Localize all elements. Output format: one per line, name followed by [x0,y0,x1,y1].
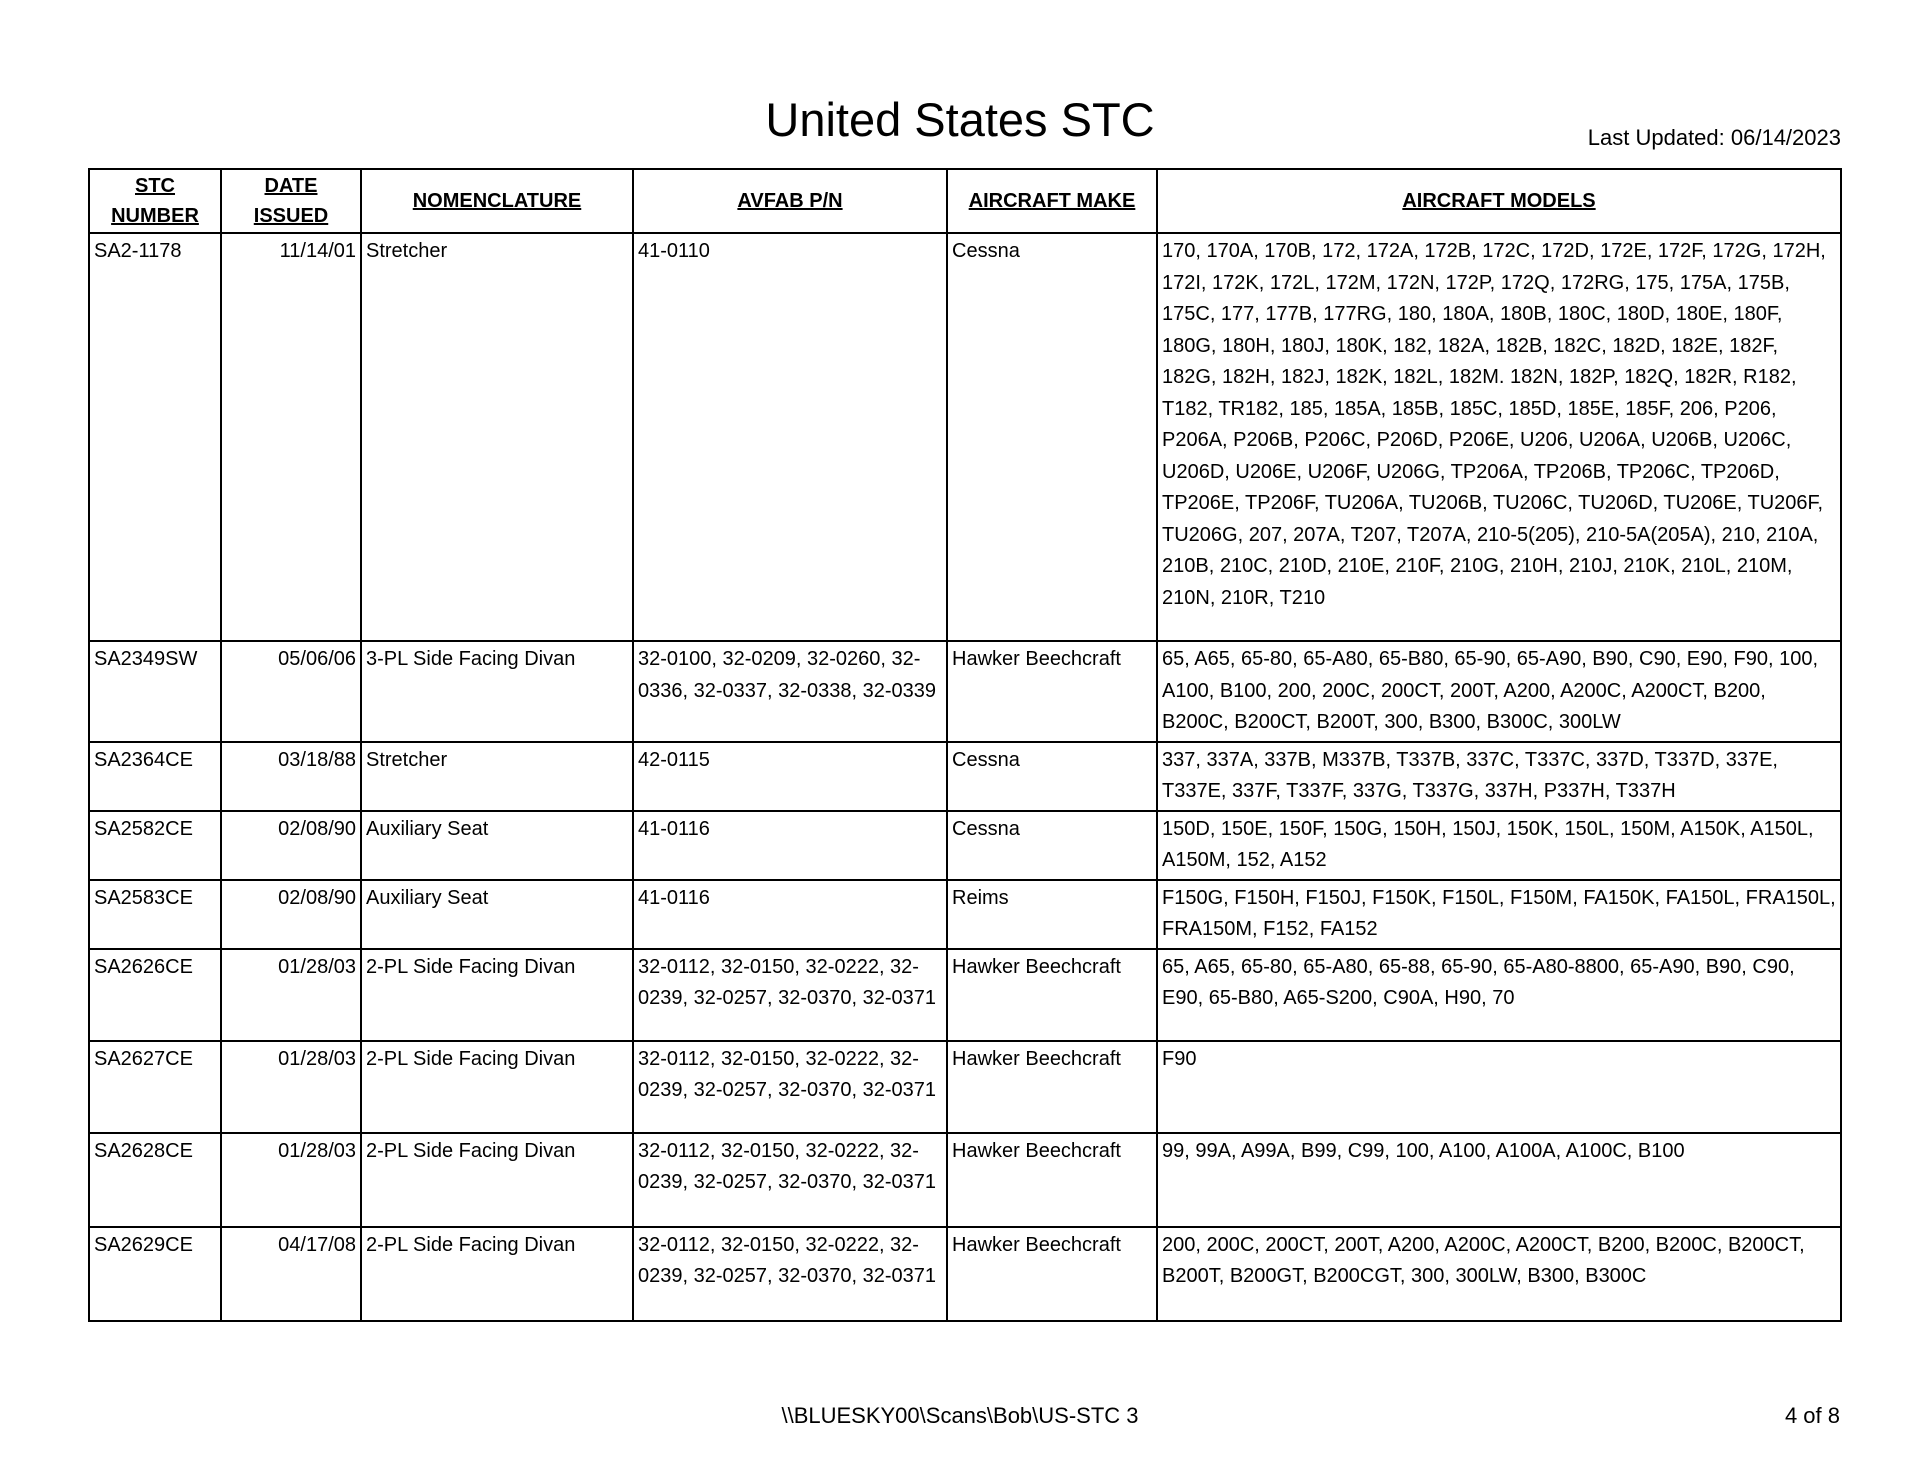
cell-nomenclature: 2-PL Side Facing Divan [361,1227,633,1321]
cell-nomenclature: Auxiliary Seat [361,880,633,949]
cell-nomenclature: Stretcher [361,233,633,641]
table-row [89,949,1841,1041]
table-header-row [89,169,1841,233]
cell-stc-number: SA2628CE [89,1133,221,1227]
cell-aircraft-models: 337, 337A, 337B, M337B, T337B, 337C, T337C, 337D, T337D, 337E, T337E, 337F, T337F, 337G, T337G, 337H, P337H, T337H [1157,742,1841,811]
cell-aircraft-make: Cessna [947,811,1157,880]
cell-avfab-pn: 32-0100, 32-0209, 32-0260, 32-0336, 32-0337, 32-0338, 32-0339 [633,641,947,742]
cell-stc-number: SA2583CE [89,880,221,949]
col-header-aircraft-models: AIRCRAFT MODELS [1157,169,1841,233]
cell-aircraft-models: 150D, 150E, 150F, 150G, 150H, 150J, 150K, 150L, 150M, A150K, A150L, A150M, 152, A152 [1157,811,1841,880]
table-row [89,1133,1841,1227]
last-updated: Last Updated: 06/14/2023 [1587,125,1841,150]
table-row [89,811,1841,880]
cell-avfab-pn: 42-0115 [633,742,947,811]
cell-date-issued: 04/17/08 [221,1227,361,1321]
table-row [89,641,1841,742]
stc-table [88,168,1842,1322]
stc-table-container [88,168,1842,1322]
cell-stc-number: SA2626CE [89,949,221,1041]
cell-aircraft-models: F90 [1157,1041,1841,1133]
cell-date-issued: 11/14/01 [221,233,361,641]
cell-aircraft-models: 170, 170A, 170B, 172, 172A, 172B, 172C, 172D, 172E, 172F, 172G, 172H, 172I, 172K, 172L, 172M, 172N, 172P, 172Q, 172RG, 175, 175A, 175B, 175C, 177, 177B, 177RG, 180, 180A, 180B, 180C, 180D, 180E, 180F, 180G, 180H, 180J, 180K, 182, 182A, 182B, 182C, 182D, 182E, 182F, 182G, 182H, 182J, 182K, 182L, 182M. 182N, 182P, 182Q, 182R, R182, T182, TR182, 185, 185A, 185B, 185C, 185D, 185E, 185F, 206, P206, P206A, P206B, P206C, P206D, P206E, U206, U206A, U206B, U206C, U206D, U206E, U206F, U206G, TP206A, TP206B, TP206C, TP206D, TP206E, TP206F, TU206A, TU206B, TU206C, TU206D, TU206E, TU206F, TU206G, 207, 207A, T207, T207A, 210-5(205), 210-5A(205A), 210, 210A, 210B, 210C, 210D, 210E, 210F, 210G, 210H, 210J, 210K, 210L, 210M, 210N, 210R, T210 [1157,233,1841,641]
cell-aircraft-make: Hawker Beechcraft [947,1133,1157,1227]
cell-stc-number: SA2-1178 [89,233,221,641]
cell-stc-number: SA2582CE [89,811,221,880]
cell-nomenclature: Stretcher [361,742,633,811]
cell-avfab-pn: 32-0112, 32-0150, 32-0222, 32-0239, 32-0257, 32-0370, 32-0371 [633,949,947,1041]
col-header-date-issued: DATE ISSUED [221,169,361,233]
cell-stc-number: SA2364CE [89,742,221,811]
cell-nomenclature: Auxiliary Seat [361,811,633,880]
cell-avfab-pn: 41-0116 [633,880,947,949]
table-row [89,1041,1841,1133]
cell-aircraft-make: Hawker Beechcraft [947,949,1157,1041]
cell-date-issued: 03/18/88 [221,742,361,811]
cell-nomenclature: 3-PL Side Facing Divan [361,641,633,742]
cell-aircraft-make: Reims [947,880,1157,949]
table-row [89,1227,1841,1321]
table-row [89,880,1841,949]
col-header-stc-number [89,169,221,233]
col-header-stc-number-line1: STC [135,175,175,197]
page-title: United States STC [765,93,1155,146]
cell-aircraft-models: 200, 200C, 200CT, 200T, A200, A200C, A200CT, B200, B200C, B200CT, B200T, B200GT, B200CGT, 300, 300LW, B300, B300C [1157,1227,1841,1321]
cell-avfab-pn: 32-0112, 32-0150, 32-0222, 32-0239, 32-0257, 32-0370, 32-0371 [633,1041,947,1133]
cell-date-issued: 01/28/03 [221,1133,361,1227]
col-header-stc-number-line2: NUMBER [111,205,199,227]
cell-date-issued: 01/28/03 [221,1041,361,1133]
cell-avfab-pn: 41-0110 [633,233,947,641]
cell-avfab-pn: 41-0116 [633,811,947,880]
col-header-avfab-pn: AVFAB P/N [633,169,947,233]
cell-aircraft-make: Hawker Beechcraft [947,1227,1157,1321]
cell-stc-number: SA2627CE [89,1041,221,1133]
cell-avfab-pn: 32-0112, 32-0150, 32-0222, 32-0239, 32-0257, 32-0370, 32-0371 [633,1133,947,1227]
cell-nomenclature: 2-PL Side Facing Divan [361,949,633,1041]
cell-date-issued: 05/06/06 [221,641,361,742]
cell-stc-number: SA2349SW [89,641,221,742]
cell-nomenclature: 2-PL Side Facing Divan [361,1041,633,1133]
table-row [89,233,1841,641]
footer-file-path: \\BLUESKY00\Scans\Bob\US-STC 3 [781,1403,1139,1428]
cell-aircraft-make: Hawker Beechcraft [947,1041,1157,1133]
cell-date-issued: 02/08/90 [221,880,361,949]
cell-aircraft-make: Cessna [947,233,1157,641]
table-row [89,742,1841,811]
cell-nomenclature: 2-PL Side Facing Divan [361,1133,633,1227]
cell-avfab-pn: 32-0112, 32-0150, 32-0222, 32-0239, 32-0257, 32-0370, 32-0371 [633,1227,947,1321]
cell-aircraft-models: 65, A65, 65-80, 65-A80, 65-B80, 65-90, 65-A90, B90, C90, E90, F90, 100, A100, B100, 200, 200C, 200CT, 200T, A200, A200C, A200CT, B200, B200C, B200CT, B200T, 300, B300, B300C, 300LW [1157,641,1841,742]
footer-page-number: 4 of 8 [1784,1403,1840,1428]
cell-aircraft-make: Hawker Beechcraft [947,641,1157,742]
col-header-aircraft-make: AIRCRAFT MAKE [947,169,1157,233]
cell-stc-number: SA2629CE [89,1227,221,1321]
cell-aircraft-models: 99, 99A, A99A, B99, C99, 100, A100, A100A, A100C, B100 [1157,1133,1841,1227]
cell-aircraft-models: F150G, F150H, F150J, F150K, F150L, F150M, FA150K, FA150L, FRA150L, FRA150M, F152, FA152 [1157,880,1841,949]
cell-aircraft-make: Cessna [947,742,1157,811]
cell-date-issued: 02/08/90 [221,811,361,880]
cell-date-issued: 01/28/03 [221,949,361,1041]
col-header-nomenclature: NOMENCLATURE [361,169,633,233]
cell-aircraft-models: 65, A65, 65-80, 65-A80, 65-88, 65-90, 65-A80-8800, 65-A90, B90, C90, E90, 65-B80, A65-S200, C90A, H90, 70 [1157,949,1841,1041]
